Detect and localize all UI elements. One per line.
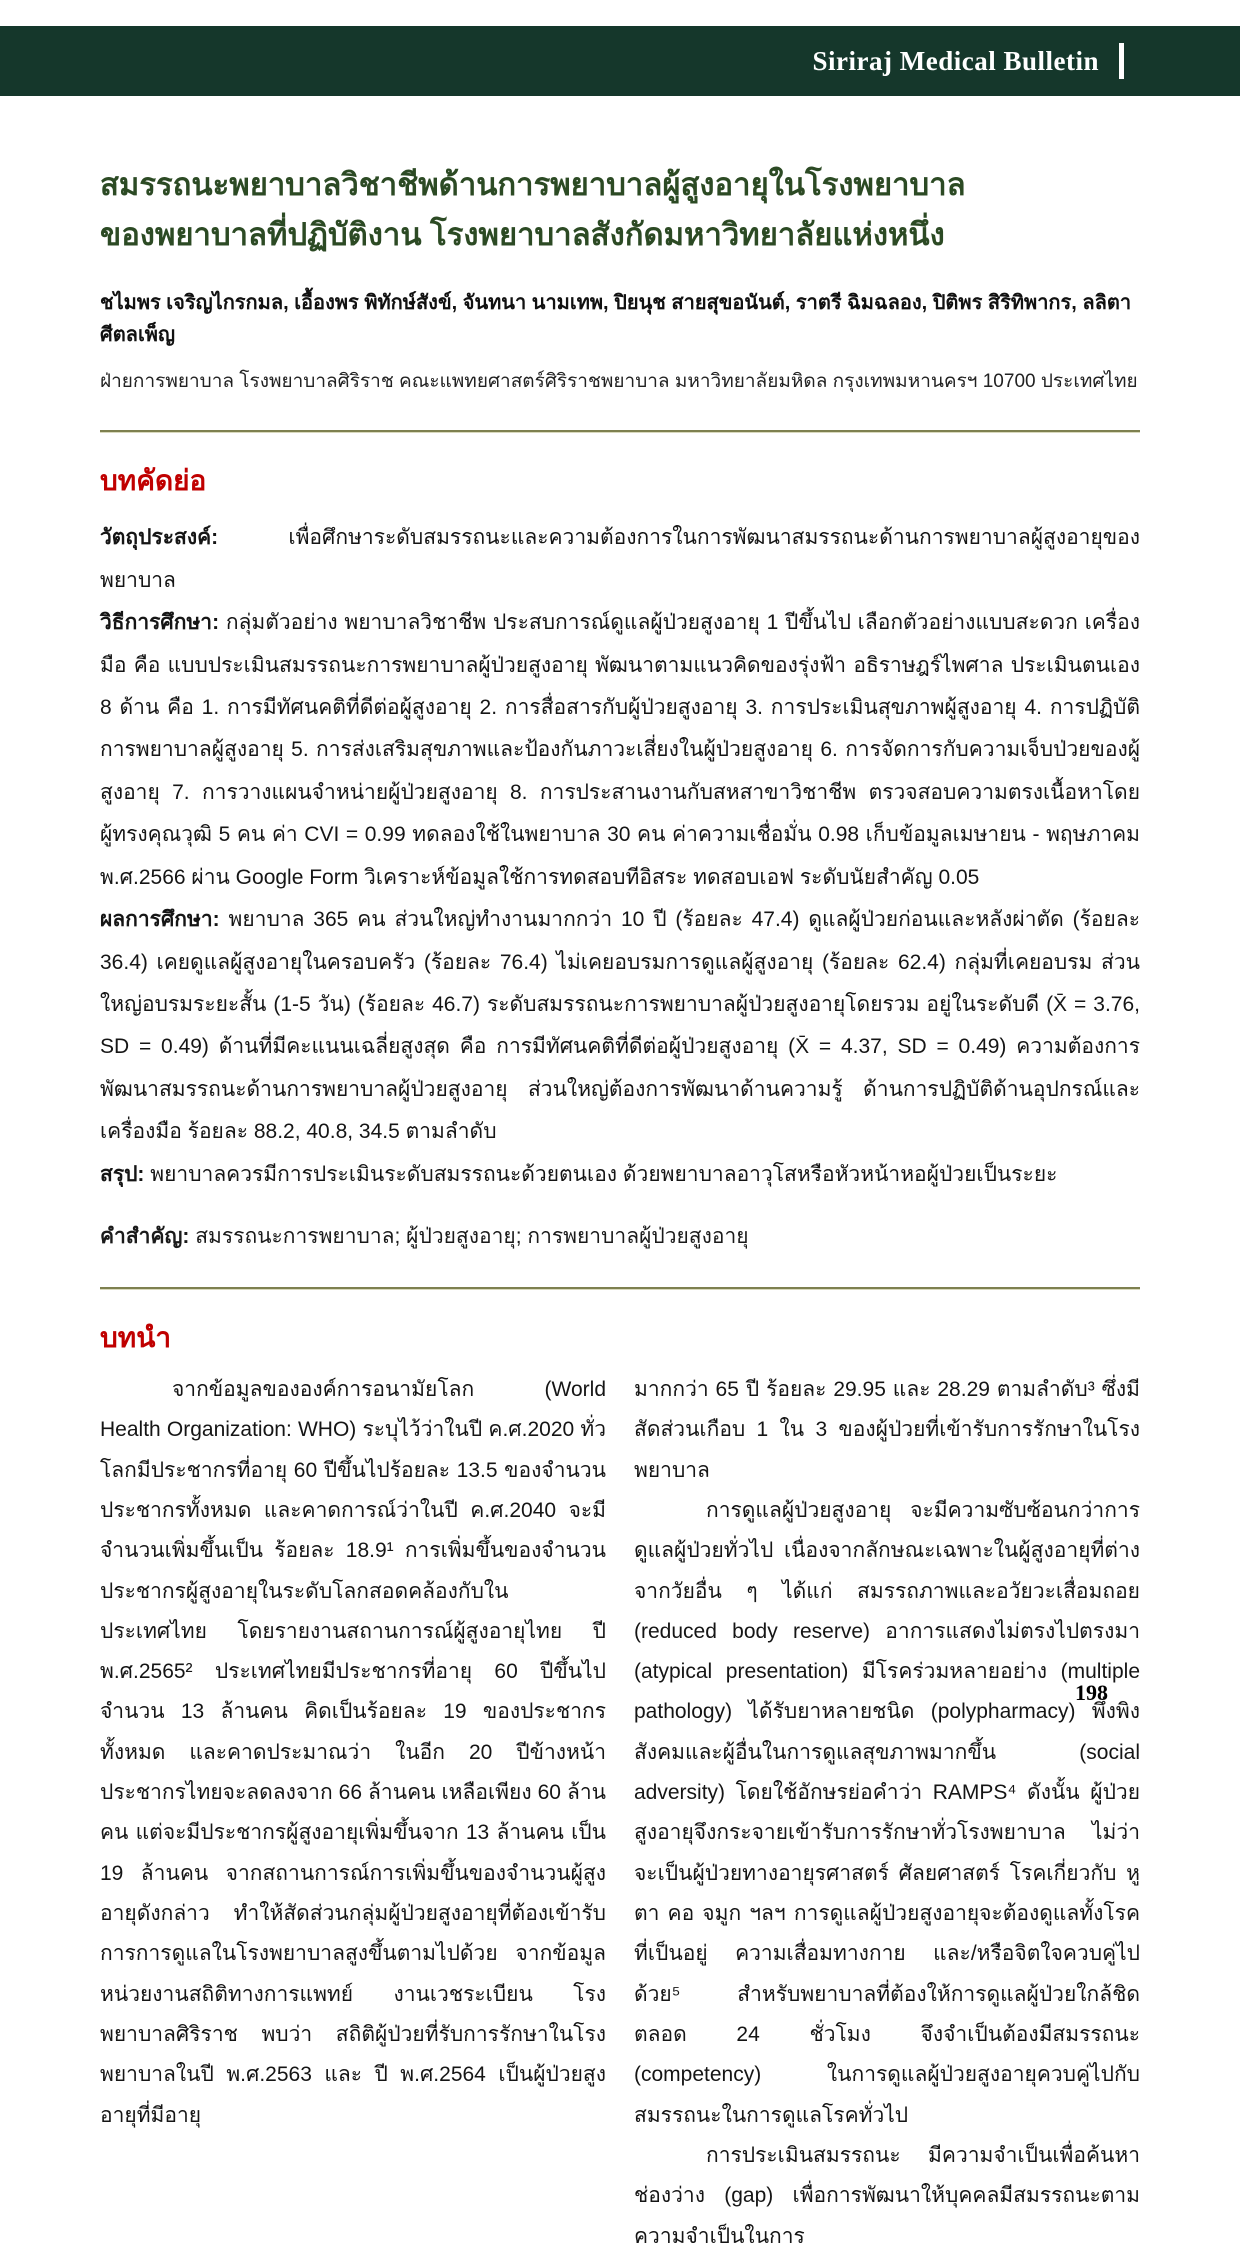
abstract-conclusion-text: พยาบาลควรมีการประเมินระดับสมรรถนะด้วยตนเอง ด้วยพยาบาลอาวุโสหรือหัวหน้าหอผู้ป่วยเป็นระยะ [144, 1162, 1058, 1186]
article-title-line-2: ของพยาบาลที่ปฏิบัติงาน โรงพยาบาลสังกัดมหาวิทยาลัยแห่งหนึ่ง [100, 217, 945, 253]
introduction-paragraph-2: การดูแลผู้ป่วยสูงอายุ จะมีความซับซ้อนกว่าการดูแลผู้ป่วยทั่วไป เนื่องจากลักษณะเฉพาะในผู้สูงอายุที่ต่างจากวัยอื่น ๆ ได้แก่ สมรรถภาพและอวัยวะเสื่อมถอย (reduced body reserve) อาการแสดงไม่ตรงไปตรงมา (atypical presentation) มีโรคร่วมหลายอย่าง (multiple pathology) ได้รับยาหลายชนิด (polypharmacy) พึ่งพิงสังคมและผู้อื่นในการดูแลสุขภาพมากขึ้น (social adversity) โดยใช้อักษรย่อคำว่า RAMPS⁴ ดังนั้น ผู้ป่วยสูงอายุจึงกระจายเข้ารับการรักษาทั่วโรงพยาบาล ไม่ว่าจะเป็นผู้ป่วยทางอายุรศาสตร์ ศัลยศาสตร์ โรคเกี่ยวกับ หู ตา คอ จมูก ฯลฯ การดูแลผู้ป่วยสูงอายุจะต้องดูแลทั้งโรคที่เป็นอยู่ ความเสื่อมทางกาย และ/หรือจิตใจควบคู่ไปด้วย⁵ สำหรับพยาบาลที่ต้องให้การดูแลผู้ป่วยใกล้ชิดตลอด 24 ชั่วโมง จึงจำเป็นต้องมีสมรรถนะ (competency) ในการดูแลผู้ป่วยสูงอายุควบคู่ไปกับสมรรถนะในการดูแลโรคทั่วไป [634, 1498, 1140, 2127]
introduction-paragraph-1-continued: มากกว่า 65 ปี ร้อยละ 29.95 และ 28.29 ตามลำดับ³ ซึ่งมีสัดส่วนเกือบ 1 ใน 3 ของผู้ป่วยที่เข้ารับการรักษาในโรงพยาบาล [634, 1377, 1140, 1482]
abstract-objective-label: วัตถุประสงค์: [100, 526, 219, 550]
article-title-line-1: สมรรถนะพยาบาลวิชาชีพด้านการพยาบาลผู้สูงอายุในโรงพยาบาล [100, 167, 966, 202]
author-list: ชไมพร เจริญไกรกมล, เอื้องพร พิทักษ์สังข์, จันทนา นามเทพ, ปิยนุช สายสุขอนันต์, ราตรี ฉิมฉลอง, ปิติพร สิริทิพากร, ลลิตา ศีตลเพ็ญ [100, 292, 1132, 347]
abstract-methods-text: กลุ่มตัวอย่าง พยาบาลวิชาชีพ ประสบการณ์ดูแลผู้ป่วยสูงอายุ 1 ปีขึ้นไป เลือกตัวอย่างแบบสะดวก เครื่องมือ คือ แบบประเมินสมรรถนะการพยาบาลผู้ป่วยสูงอายุ พัฒนาตามแนวคิดของรุ่งฟ้า อธิราษฎร์ไพศาล ประเมินตนเอง 8 ด้าน คือ 1. การมีทัศนคติที่ดีต่อผู้สูงอายุ 2. การสื่อสารกับผู้ป่วยสูงอายุ 3. การประเมินสุขภาพผู้สูงอายุ 4. การปฏิบัติการพยาบาลผู้สูงอายุ 5. การส่งเสริมสุขภาพและป้องกันภาวะเสี่ยงในผู้ป่วยสูงอายุ 6. การจัดการกับความเจ็บป่วยของผู้สูงอายุ 7. การวางแผนจำหน่ายผู้ป่วยสูงอายุ 8. การประสานงานกับสหสาขาวิชาชีพ ตรวจสอบความตรงเนื้อหาโดยผู้ทรงคุณวุฒิ 5 คน ค่า CVI = 0.99 ทดลองใช้ในพยาบาล 30 คน ค่าความเชื่อมั่น 0.98 เก็บข้อมูลเมษายน - พฤษภาคม พ.ศ.2566 ผ่าน Google Form วิเคราะห์ข้อมูลใช้การทดสอบทีอิสระ ทดสอบเอฟ ระดับนัยสำคัญ 0.05 [100, 611, 1140, 889]
abstract-results [100, 899, 1140, 1153]
section-divider-rule-bottom [100, 1287, 1140, 1290]
abstract-heading: บทคัดย่อ [100, 465, 207, 497]
page-number: 198 [1075, 1680, 1108, 1705]
abstract-results-label: ผลการศึกษา: [100, 908, 220, 932]
introduction-paragraph-3: การประเมินสมรรถนะ มีความจำเป็นเพื่อค้นหาช่องว่าง (gap) เพื่อการพัฒนาให้บุคคลมีสมรรถนะตามความจำเป็นในการ [634, 2143, 1140, 2248]
abstract-conclusion-label: สรุป: [100, 1162, 145, 1186]
keywords-line [100, 1220, 1140, 1253]
banner-divider-rule [1119, 43, 1124, 79]
introduction-right-column [634, 1370, 1140, 2257]
introduction-paragraph-1: จากข้อมูลขององค์การอนามัยโลก (World Health Organization: WHO) ระบุไว้ว่าในปี ค.ศ.2020 ทั่วโลกมีประชากรที่อายุ 60 ปีขึ้นไปร้อยละ 13.5 ของจำนวนประชากรทั้งหมด และคาดการณ์ว่าในปี ค.ศ.2040 จะมีจำนวนเพิ่มขึ้นเป็น ร้อยละ 18.9¹ การเพิ่มขึ้นของจำนวนประชากรผู้สูงอายุในระดับโลกสอดคล้องกับในประเทศไทย โดยรายงานสถานการณ์ผู้สูงอายุไทย ปี พ.ศ.2565² ประเทศไทยมีประชากรที่อายุ 60 ปีขึ้นไปจำนวน 13 ล้านคน คิดเป็นร้อยละ 19 ของประชากรทั้งหมด และคาดประมาณว่า ในอีก 20 ปีข้างหน้า ประชากรไทยจะลดลงจาก 66 ล้านคน เหลือเพียง 60 ล้านคน แต่จะมีประชากรผู้สูงอายุเพิ่มขึ้นจาก 13 ล้านคน เป็น 19 ล้านคน จากสถานการณ์การเพิ่มขึ้นของจำนวนผู้สูงอายุดังกล่าว ทำให้สัดส่วนกลุ่มผู้ป่วยสูงอายุที่ต้องเข้ารับการการดูแลในโรงพยาบาลสูงขึ้นตามไปด้วย จากข้อมูลหน่วยงานสถิติทางการแพทย์ งานเวชระเบียน โรงพยาบาลศิริราช พบว่า สถิติผู้ป่วยที่รับการรักษาในโรงพยาบาลในปี พ.ศ.2563 และ ปี พ.ศ.2564 เป็นผู้ป่วยสูงอายุที่มีอายุ [100, 1377, 606, 2127]
section-divider-rule-top [100, 430, 1140, 433]
keywords-label: คำสำคัญ: [100, 1224, 190, 1248]
abstract-methods-label: วิธีการศึกษา: [100, 611, 220, 635]
affiliation: ฝ่ายการพยาบาล โรงพยาบาลศิริราช คณะแพทยศาสตร์ศิริราชพยาบาล มหาวิทยาลัยมหิดล กรุงเทพมหานครฯ 10700 ประเทศไทย [100, 371, 1138, 393]
introduction-heading: บทนำ [100, 1321, 172, 1353]
abstract-objective [100, 517, 1140, 602]
journal-name: Siriraj Medical Bulletin [812, 45, 1099, 76]
article-page [100, 160, 1140, 2257]
introduction-left-column [100, 1370, 606, 2257]
introduction-columns [100, 1370, 1140, 2257]
keywords-text: สมรรถนะการพยาบาล; ผู้ป่วยสูงอายุ; การพยาบาลผู้ป่วยสูงอายุ [189, 1224, 749, 1248]
abstract-body [100, 517, 1140, 1196]
abstract-results-text: พยาบาล 365 คน ส่วนใหญ่ทำงานมากกว่า 10 ปี (ร้อยละ 47.4) ดูแลผู้ป่วยก่อนและหลังผ่าตัด (ร้อยละ 36.4) เคยดูแลผู้สูงอายุในครอบครัว (ร้อยละ 76.4) ไม่เคยอบรมการดูแลผู้สูงอายุ (ร้อยละ 62.4) กลุ่มที่เคยอบรม ส่วนใหญ่อบรมระยะสั้น (1-5 วัน) (ร้อยละ 46.7) ระดับสมรรถนะการพยาบาลผู้ป่วยสูงอายุโดยรวม อยู่ในระดับดี (X̄ = 3.76, SD = 0.49) ด้านที่มีคะแนนเฉลี่ยสูงสุด คือ การมีทัศนคติที่ดีต่อผู้ป่วยสูงอายุ (X̄ = 4.37, SD = 0.49) ความต้องการพัฒนาสมรรถนะด้านการพยาบาลผู้ป่วยสูงอายุ ส่วนใหญ่ต้องการพัฒนาด้านความรู้ ด้านการปฏิบัติด้านอุปกรณ์และเครื่องมือ ร้อยละ 88.2, 40.8, 34.5 ตามลำดับ [100, 908, 1140, 1144]
journal-banner [0, 26, 1240, 96]
article-title [100, 160, 1140, 260]
abstract-objective-text: เพื่อศึกษาระดับสมรรถนะและความต้องการในการพัฒนาสมรรถนะด้านการพยาบาลผู้สูงอายุของพยาบาล [100, 526, 1140, 592]
abstract-methods [100, 602, 1140, 899]
abstract-conclusion [100, 1154, 1140, 1196]
